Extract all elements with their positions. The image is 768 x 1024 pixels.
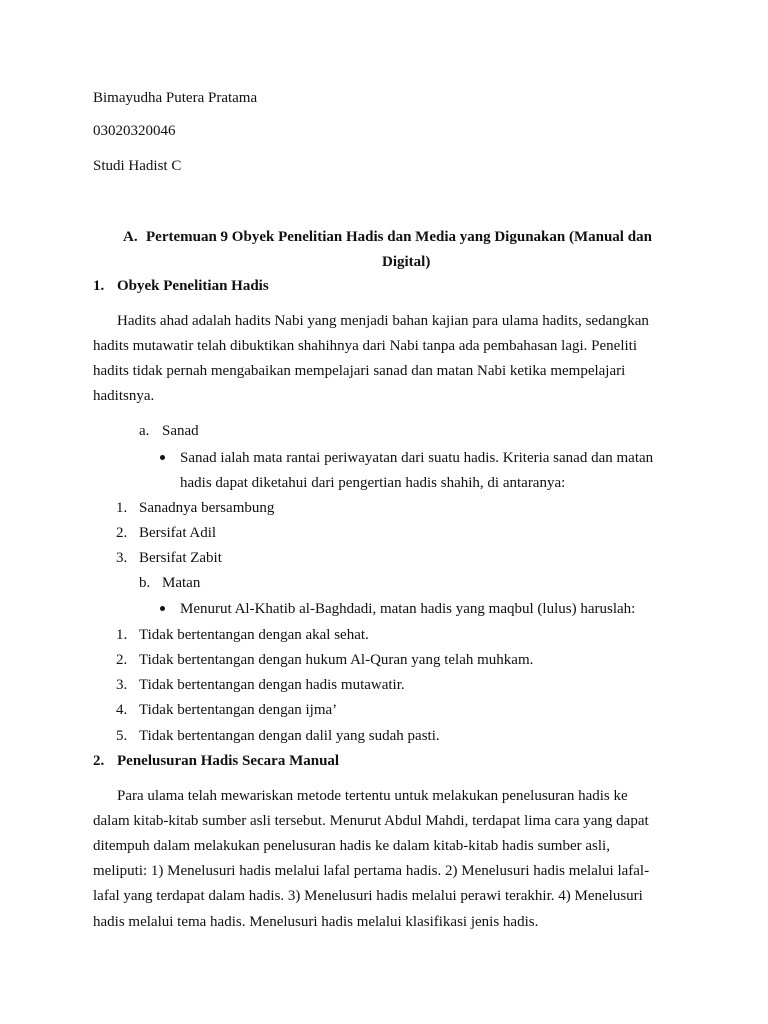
matan-criteria-item: Tidak bertentangan dengan hukum Al-Quran yang telah muhkam. — [139, 652, 534, 668]
matan-criteria-item: Tidak bertentangan dengan ijma’ — [139, 702, 338, 718]
sanad-criteria-item: Bersifat Adil — [139, 525, 217, 541]
student-id: 03020320046 — [93, 123, 176, 139]
matan-criteria-item: Tidak bertentangan dengan dalil yang sudah pasti. — [139, 728, 440, 744]
section-a-title-line2: Digital) — [382, 254, 431, 270]
matan-bullet-line: Menurut Al-Khatib al-Baghdadi, matan hadis yang maqbul (lulus) haruslah: — [180, 601, 636, 617]
section-a-title-line1: Pertemuan 9 Obyek Penelitian Hadis dan Media yang Digunakan (Manual dan — [146, 229, 652, 245]
part1-paragraph-line: haditsnya. — [93, 388, 155, 404]
bullet-icon — [160, 455, 165, 460]
matan-criteria-item: Tidak bertentangan dengan akal sehat. — [139, 627, 369, 643]
matan-criteria-number: 4. — [116, 702, 128, 718]
bullet-icon — [160, 606, 165, 611]
part2-paragraph-line: Para ulama telah mewariskan metode tertentu untuk melakukan penelusuran hadis ke — [117, 788, 628, 804]
matan-criteria-number: 1. — [116, 627, 128, 643]
part2-paragraph-line: hadis melalui tema hadis. Menelusuri hadis melalui klasifikasi jenis hadis. — [93, 914, 539, 930]
sanad-criteria-item: Bersifat Zabit — [139, 550, 222, 566]
sanad-label: Sanad — [162, 423, 199, 439]
part1-heading: Obyek Penelitian Hadis — [117, 278, 269, 294]
sanad-bullet-line: hadis dapat diketahui dari pengertian hadis shahih, di antaranya: — [180, 475, 566, 491]
matan-criteria-number: 2. — [116, 652, 128, 668]
part2-heading: Penelusuran Hadis Secara Manual — [117, 753, 340, 769]
matan-label: Matan — [162, 575, 201, 591]
sanad-criteria-number: 3. — [116, 550, 128, 566]
part2-number: 2. — [93, 753, 105, 769]
part2-paragraph-line: ditempuh dalam melakukan penelusuran hadis ke dalam kitab-kitab hadis sumber asli, — [93, 838, 610, 854]
sanad-bullet-line: Sanad ialah mata rantai periwayatan dari suatu hadis. Kriteria sanad dan matan — [180, 450, 654, 466]
sanad-marker: a. — [139, 423, 150, 439]
matan-criteria-number: 3. — [116, 677, 128, 693]
part1-paragraph-line: Hadits ahad adalah hadits Nabi yang menjadi bahan kajian para ulama hadits, sedangkan — [117, 313, 649, 329]
part1-number: 1. — [93, 278, 105, 294]
part2-paragraph-line: meliputi: 1) Menelusuri hadis melalui lafal pertama hadis. 2) Menelusuri hadis melalui lafal- — [93, 863, 650, 879]
matan-criteria-number: 5. — [116, 728, 128, 744]
matan-criteria-item: Tidak bertentangan dengan hadis mutawatir. — [139, 677, 405, 693]
part1-paragraph-line: hadits mutawatir telah dibuktikan shahihnya dari Nabi tanpa ada pembahasan lagi. Peneliti — [93, 338, 638, 354]
sanad-criteria-item: Sanadnya bersambung — [139, 500, 275, 516]
part2-paragraph-line: dalam kitab-kitab sumber asli tersebut. Menurut Abdul Mahdi, terdapat lima cara yang dapat — [93, 813, 649, 829]
sanad-criteria-number: 2. — [116, 525, 128, 541]
part1-paragraph-line: hadits tidak pernah mengabaikan mempelajari sanad dan matan Nabi ketika mempelajari — [93, 363, 626, 379]
section-a-marker: A. — [123, 229, 138, 245]
course-name: Studi Hadist C — [93, 158, 182, 174]
sanad-criteria-number: 1. — [116, 500, 128, 516]
part2-paragraph-line: lafal yang terdapat dalam hadis. 3) Menelusuri hadis melalui perawi terakhir. 4) Menelusuri — [93, 888, 643, 904]
matan-marker: b. — [139, 575, 151, 591]
author-name: Bimayudha Putera Pratama — [93, 90, 258, 106]
